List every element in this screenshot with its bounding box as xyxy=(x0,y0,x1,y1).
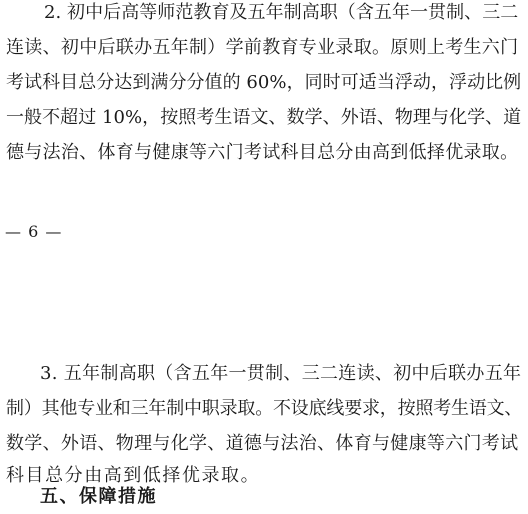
paragraph-line: 科目总分由高到低择优录取。 xyxy=(6,465,261,486)
paragraph-line: 一般不超过 10%，按照考生语文、数学、外语、物理与化学、道 xyxy=(6,107,522,128)
section-heading: 五、保障措施 xyxy=(40,486,157,507)
paragraph-line: 制）其他专业和三年制中职录取。不设底线要求，按照考生语文、 xyxy=(6,398,523,419)
paragraph-line: 3. 五年制高职（含五年一贯制、三二连读、初中后联办五年 xyxy=(40,363,522,384)
paragraph-line: 2. 初中后高等师范教育及五年制高职（含五年一贯制、三二 xyxy=(44,2,519,23)
page-number: — 6 — xyxy=(5,222,63,241)
paragraph-line: 连读、初中后联办五年制）学前教育专业录取。原则上考生六门 xyxy=(6,37,519,58)
paragraph-line: 数学、外语、物理与化学、道德与法治、体育与健康等六门考试 xyxy=(6,433,519,454)
paragraph-line: 考试科目总分达到满分分值的 60%，同时可适当浮动，浮动比例 xyxy=(6,72,522,93)
paragraph-line: 德与法治、体育与健康等六门考试科目总分由高到低择优录取。 xyxy=(6,142,519,163)
